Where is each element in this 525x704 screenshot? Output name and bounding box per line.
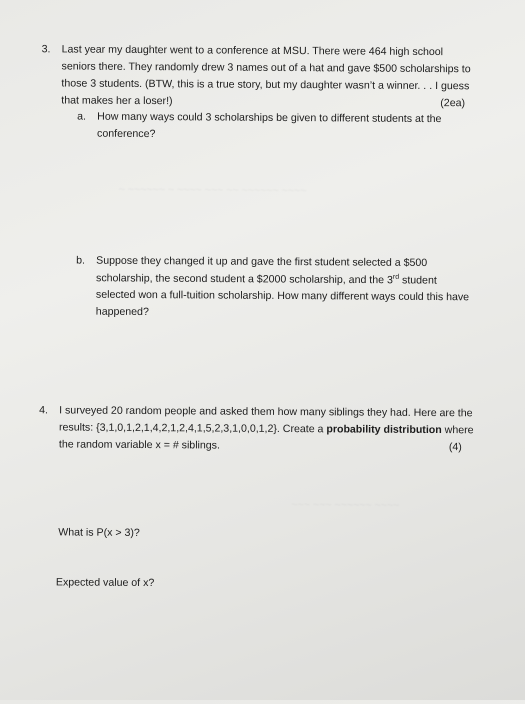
question-4-text-line <box>59 421 474 436</box>
part-b-text-line: happened? <box>95 305 149 319</box>
ordinal-superscript: rd <box>392 273 400 281</box>
show-through-text: ~~~ ~~~ ~~~~~~ ~~~~ <box>291 499 400 512</box>
question-3-text-line: those 3 students. (BTW, this is a true story, but my daughter wasn’t a winner. . . I guess <box>61 77 470 93</box>
part-b-text-line: selected won a full-tuition scholarship. How many different ways could this have <box>95 288 470 304</box>
part-b-text-line: Suppose they changed it up and gave the first student selected a $500 <box>96 254 428 269</box>
part-b-label: b. <box>76 254 86 267</box>
part-a-text-line: conference? <box>97 127 156 141</box>
question-3-text-line: that makes her a loser!) <box>61 94 173 108</box>
show-through-text: ~ ~~~~~~ ~ ~~~~ ~~~ ~~ ~~~~~~ ~~~~ <box>118 183 307 198</box>
question-4-text-segment: results: {3,1,0,1,2,1,4,2,1,2,4,1,5,2,3,1,0,0,1,2}. Create a <box>58 421 327 436</box>
question-4-number: 4. <box>39 404 49 417</box>
question-4-points: (4) <box>448 441 462 454</box>
part-a-label: a. <box>77 110 87 123</box>
question-3-text-line: seniors there. They randomly drew 3 names out of a hat and gave $500 scholarships to <box>61 60 471 76</box>
question-4-text-line: the random variable x = # siblings. <box>58 438 220 452</box>
part-b-text-segment: scholarship, the second student a $2000 scholarship, and the 3 <box>96 272 393 287</box>
question-3-number: 3. <box>41 43 51 56</box>
question-3-points: (2ea) <box>440 97 466 110</box>
question-4-text-line: I surveyed 20 random people and asked them how many siblings they had. Here are the <box>59 404 473 420</box>
part-b-text-line <box>96 272 437 287</box>
probability-question: What is P(x > 3)? <box>58 526 140 539</box>
expected-value-question: Expected value of x? <box>55 576 155 590</box>
part-a-text-line: How many ways could 3 scholarships be given to different students at the <box>97 110 442 126</box>
question-4-text-segment: where <box>441 424 474 437</box>
question-3-text-line: Last year my daughter went to a conference at MSU. There were 464 high school <box>61 43 444 59</box>
probability-distribution-term: probability distribution <box>326 423 442 437</box>
part-b-text-segment: student <box>399 274 437 287</box>
